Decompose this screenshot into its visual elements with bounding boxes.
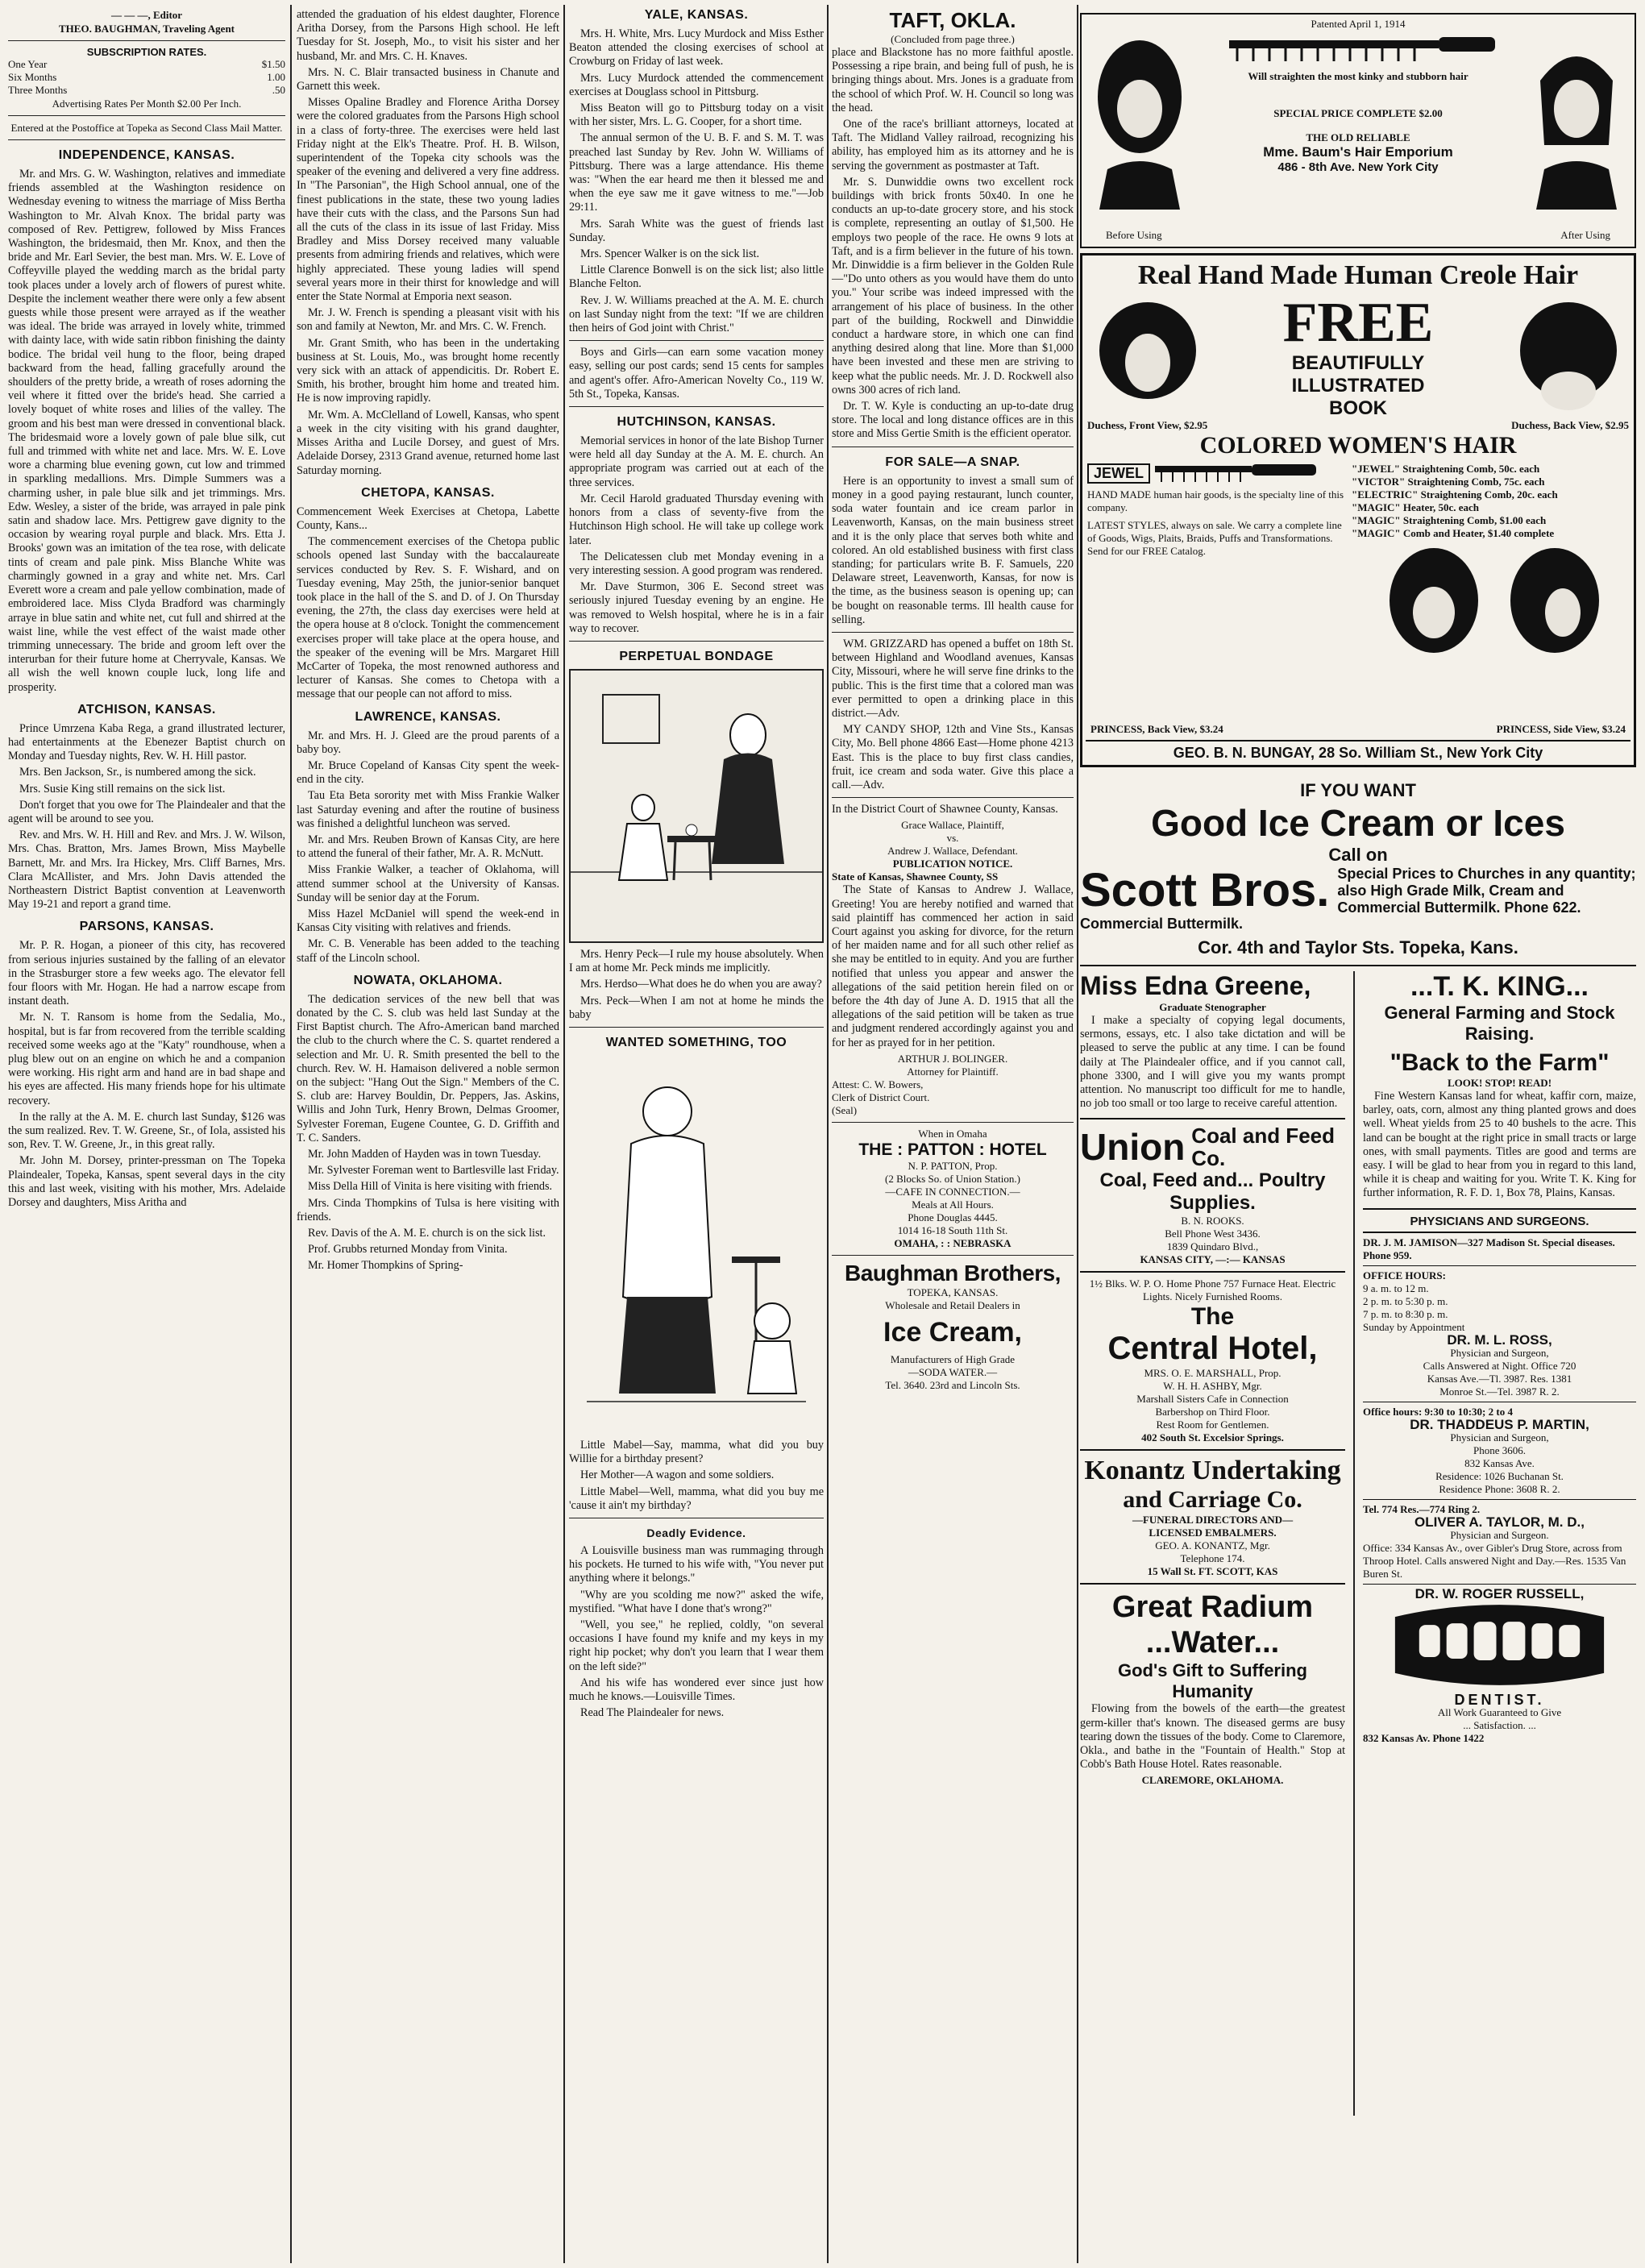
atchison-item: Don't forget that you owe for The Plaindealer and that the agent will be around to see you. <box>8 798 285 825</box>
parsons-item: Mr. N. T. Ransom is home from the Sedalia, Mo., hospital, but is far from recovered from the terrible scalding received some weeks ago at the "Katy" roundhouse, when a plug blew out on an engine on which he and a companion were working. His right arm and hand are in bad shape and his eyes are affected. His many friends hope for his ultimate recovery. <box>8 1011 285 1107</box>
taft-item: Dr. T. W. Kyle is conducting an up-to-date drug store. The local and long distance offices are in this store and Miss Gertie Smith is the efficient operator. <box>832 400 1074 441</box>
greene-name: Miss Edna Greene, <box>1080 971 1311 1000</box>
hutchinson-item: Mr. Dave Sturmon, 306 E. Second street was seriously injured Tuesday evening by an engine. He was removed to Welsh hospital, where he is in a fair way to recover. <box>569 580 824 635</box>
column-5-ads <box>1080 8 1636 2260</box>
king-name: ...T. K. KING... <box>1410 971 1589 1002</box>
woman-before-illustration <box>1091 32 1188 210</box>
baum-line: THE OLD RELIABLE <box>1306 131 1410 143</box>
agent-line: THEO. BAUGHMAN, Traveling Agent <box>59 23 235 35</box>
duchess-front-illustration <box>1087 294 1208 415</box>
patton-line: —CAFE IN CONNECTION.— <box>885 1185 1020 1198</box>
creole-hair-ad <box>1080 253 1636 767</box>
konantz-line: LICENSED EMBALMERS. <box>1149 1527 1277 1539</box>
baughman-ice-cream: Ice Cream, <box>883 1316 1022 1348</box>
union-sub: Coal, Feed and... Poultry Supplies. <box>1099 1169 1326 1215</box>
lawrence-item: Miss Hazel McDaniel will spend the week-end in Kansas City visiting with relatives and friends. <box>297 907 559 935</box>
yale-heading: YALE, KANSAS. <box>644 8 749 22</box>
parsons-heading: PARSONS, KANSAS. <box>79 920 214 934</box>
yale-item: Miss Beaton will go to Pittsburg today on a visit with her sister, Mrs. L. G. Cooper, for a short time. <box>569 102 824 129</box>
konantz-ad <box>1080 1451 1345 1585</box>
court-party: Grace Wallace, Plaintiff, <box>901 819 1004 832</box>
perpetual-bondage-heading: PERPETUAL BONDAGE <box>619 649 774 663</box>
central-line: W. H. H. ASHBY, Mgr. <box>1163 1380 1262 1393</box>
office-hours: Sunday by Appointment <box>1363 1320 1465 1333</box>
wanted-caption: Little Mabel—Well, mamma, what did you buy me 'cause it ain't my birthday? <box>569 1485 824 1512</box>
nowata-item: Miss Della Hill of Vinita is here visiting with friends. <box>308 1180 553 1194</box>
duchess-back-label: Duchess, Back View, $2.95 <box>1511 419 1629 431</box>
lower-ads <box>1080 971 1636 2116</box>
yale-item: Little Clarence Bonwell is on the sick list; also little Blanche Felton. <box>569 264 824 291</box>
wanted-illustration <box>569 1055 824 1434</box>
rate-row: Six Months 1.00 <box>8 71 285 83</box>
taft-subheading: (Concluded from page three.) <box>891 33 1015 45</box>
creole-colored: COLORED WOMEN'S HAIR <box>1199 432 1517 459</box>
atchison-heading: ATCHISON, KANSAS. <box>77 702 216 717</box>
teeth-illustration <box>1363 1601 1636 1689</box>
creole-hand-made: HAND MADE human hair goods, is the specialty line of this company. <box>1087 488 1344 513</box>
court-signature: Attorney for Plaintiff. <box>907 1065 999 1078</box>
duchess-back-illustration <box>1508 294 1629 415</box>
bondage-caption: Mrs. Henry Peck—I rule my house absolutely. When I am at home Mr. Peck minds me implicitly. <box>569 947 824 975</box>
office-hours: 7 p. m. to 8:30 p. m. <box>1363 1307 1448 1320</box>
creole-right <box>1508 294 1629 432</box>
konantz-line: Telephone 174. <box>1180 1552 1245 1565</box>
central-pre: 1½ Blks. W. P. O. Home Phone 757 Furnace Heat. Electric Lights. Nicely Furnished Rooms. <box>1089 1277 1336 1303</box>
court-signature: Attest: C. W. Bowers, <box>832 1078 924 1090</box>
creole-middle <box>1087 463 1629 665</box>
baum-address: 486 - 8th Ave. New York City <box>1277 160 1439 174</box>
russell-line: ... Satisfaction. ... <box>1463 1718 1536 1731</box>
princess-label: PRINCESS, Side View, $3.24 <box>1496 723 1626 735</box>
jewel-comb <box>1087 463 1345 484</box>
union-line: Bell Phone West 3436. <box>1165 1227 1261 1240</box>
rates-table <box>8 58 285 97</box>
office-hours: 9 a. m. to 12 m. <box>1363 1281 1429 1294</box>
scott-row <box>1080 866 1636 933</box>
entered-notice: Entered at the Postoffice at Topeka as Second Class Mail Matter. <box>10 122 283 134</box>
scott-special: Special Prices to Churches in any quantity; also High Grade Milk, Cream and Commercial Buttermilk. Phone 622. <box>1337 866 1636 916</box>
konantz-line: GEO. A. KONANTZ, Mgr. <box>1155 1539 1270 1552</box>
jewel-label: JEWEL <box>1087 463 1150 484</box>
central-line: Barbershop on Third Floor. <box>1155 1406 1270 1419</box>
creole-sub: ILLUSTRATED <box>1291 375 1425 397</box>
bondage-caption: Mrs. Herdso—What does he do when you are away? <box>580 978 822 991</box>
nowata-item: Mrs. Cinda Thompkins of Tulsa is here visiting with friends. <box>297 1196 559 1223</box>
grizzard-ad: WM. GRIZZARD has opened a buffet on 18th St. between Highland and Woodland avenues, Kansas City, Missouri, where he will serve fine drinks to the public. This is the first time that a colored man was ever permitted to open a drinking place in this district.—Adv. <box>832 637 1074 720</box>
russell-line: 832 Kansas Av. Phone 1422 <box>1363 1731 1485 1744</box>
central-line: MRS. O. E. MARSHALL, Prop. <box>1144 1367 1282 1380</box>
ross-listing <box>1363 1266 1636 1402</box>
yale-item: Rev. J. W. Williams preached at the A. M. E. church on last Sunday night from the text: "If we are children then heirs of God joint with Christ." <box>569 293 824 335</box>
scott-good-ice-cream: Good Ice Cream or Ices <box>1151 802 1565 844</box>
martin-line: Residence Phone: 3608 R. 2. <box>1439 1482 1560 1495</box>
atchison-item: Mrs. Ben Jackson, Sr., is numbered among the sick. <box>19 766 256 779</box>
atchison-item: Rev. and Mrs. W. H. Hill and Rev. and Mrs. J. W. Wilson, Mrs. Chas. Bratton, Mrs. James Brown, Miss Maybelle Barnett, Mr. and Mrs. Ira Hickey, Mrs. Cliff Barnes, Mrs. Clara McAllister, and Mrs. John Davis attended the Northeastern District Baptist convention at Leavenworth May 19-21 and report a grand time. <box>8 829 285 912</box>
creole-price: "VICTOR" Straightening Comb, 75c. each <box>1352 476 1545 488</box>
nowata-item: Mr. Homer Thompkins of Spring- <box>308 1259 463 1273</box>
baughman-footer: Tel. 3640. 23rd and Lincoln Sts. <box>885 1378 1020 1391</box>
deadly-item: A Louisville business man was rummaging through his pockets. He turned to his wife with, "You never put anything where it belongs." <box>569 1543 824 1585</box>
before-label: Before Using <box>1106 229 1162 241</box>
creole-combs <box>1087 463 1345 665</box>
column-rule <box>1077 5 1078 2263</box>
creole-center <box>1208 294 1508 420</box>
scott-name: Scott Bros. <box>1080 864 1330 916</box>
konantz-name: Konantz Undertaking <box>1084 1456 1341 1486</box>
union-name: Union <box>1080 1126 1186 1169</box>
central-line: 402 South St. Excelsior Springs. <box>1141 1431 1284 1444</box>
scott-call-on: Call on <box>1328 845 1388 865</box>
deadly-evidence-heading: Deadly Evidence. <box>646 1526 746 1539</box>
lawrence-item: Mr. Bruce Copeland of Kansas City spent the week-end in the city. <box>297 758 559 787</box>
creole-prices <box>1352 463 1629 665</box>
creole-top-row <box>1087 294 1629 432</box>
martin-line: Residence: 1026 Buchanan St. <box>1435 1469 1564 1482</box>
rate-row: Three Months .50 <box>8 84 285 96</box>
nowata-item: Mr. John Madden of Hayden was in town Tuesday. <box>308 1148 542 1161</box>
continued-item: Misses Opaline Bradley and Florence Aritha Dorsey were the colored graduates from the Parsons High school in a class of forty-three. The exercises were held last Friday night at the Elk's Theatre. Prof. H. B. Wilson, superintendent of the Topeka city schools was the speaker of the evening and delivered a very fine address. In "The Parsonian", the High School annual, one of the finest publications in the state, these two young ladies have their cuts with the class, and the Parsons Sun had all the cuts of the class in its issue of last Friday. Miss Bradley and Miss Dorsey received many valuable presents from admiring friends and relatives, which were highly appreciated. These young ladies will spend several years more in their thirst for knowledge and will enter the State Normal at Emporia next season. <box>297 96 559 304</box>
continued-item: Mrs. N. C. Blair transacted business in Chanute and Garnett this week. <box>297 65 559 93</box>
hutchinson-heading: HUTCHINSON, KANSAS. <box>617 415 776 430</box>
straightening-comb-icon <box>1155 463 1316 484</box>
martin-line: 832 Kansas Ave. <box>1464 1456 1535 1469</box>
radium-sub: God's Gift to Suffering Humanity <box>1118 1660 1307 1702</box>
taft-item: One of the race's brilliant attorneys, located at Taft. The Midland Valley railroad, recognizing his ability, has employed him as its attorney and he is serving the government as postmaster at Taft. <box>832 118 1074 172</box>
princess-illustration <box>1352 540 1629 661</box>
greene-ad <box>1080 971 1345 1119</box>
creole-latest: LATEST STYLES, always on sale. We carry a complete line of Goods, Wigs, Plaits, Braids, Puffs and Transformations. Send for our FREE Catalog. <box>1087 519 1342 557</box>
martin-line: Phone 3606. <box>1473 1443 1526 1456</box>
patton-line: (2 Blocks So. of Union Station.) <box>885 1172 1020 1185</box>
wanted-caption: Little Mabel—Say, mamma, what did you buy Willie for a birthday present? <box>569 1438 824 1466</box>
chetopa-heading: CHETOPA, KANSAS. <box>361 485 495 500</box>
creole-price: "MAGIC" Straightening Comb, $1.00 each <box>1352 514 1547 526</box>
princess-labels <box>1090 723 1626 736</box>
martin-hours: Office hours: 9:30 to 10:30; 2 to 4 <box>1363 1405 1513 1418</box>
lawrence-item: Mr. C. B. Venerable has been added to the teaching staff of the Lincoln school. <box>297 937 559 965</box>
deadly-item: "Why are you scolding me now?" asked the wife, mystified. "What have I done that's wrong?" <box>569 1588 824 1615</box>
nowata-item: Mr. Sylvester Foreman went to Bartlesville last Friday. <box>308 1164 559 1178</box>
union-row <box>1080 1124 1345 1169</box>
baughman-line: Wholesale and Retail Dealers in <box>885 1298 1020 1311</box>
scott-commercial: Commercial Buttermilk. <box>1080 916 1244 932</box>
independence-item: Mr. and Mrs. G. W. Washington, relatives and immediate friends assembled at the Washington residence on Wednesday evening to witness the marriage of Miss Bertha Washington to Mr. Alvah Knox. The bridal party was composed of Rev. Pettigrew, followed by Miss Frances Washington, the bridesmaid, then Mr. Knox, and then the bride and Mr. Earl Sevier, the best man. Mrs. W. E. Love of Coffeyville played the wedding march as the bridal party took places under a lovely arch of flowers of purest white. Despite the inclement weather there were only a few absent guests while those present were arrayed as if the weather was ideal. The bride was arrayed in lovely white, trimmed with dainty lace, with wide satin ribbon finishing the dainty bodice. The bridal veil hung to the floor, being draped backward from the head, falling gracefully around the shoulders of the pretty bride, a wreath of roses adorning the veil where it fitted over the bride's head. She carried a lovely boquet of white roses and lilies of the valley. The groom and his best man were dressed in conventional black. The bridesmaid wore a lovely gown of pale blue silk, cut full and trimmed with white net and lace. Mrs. W. E. Love wore a charming blue evening gown, cut low and trimmed in sparkling medallions. Mrs. Dimple Summers was a charming usher, in pale blue silk and jet trimmings. Mrs. Edw. Wesley, a sister of the bride, was arrayed in pale pink satin and shadow lace. Mrs. Pettigrew gave dignity to the occasion by wearing royal purple and black. Mrs. Etta J. Brooks' gown was an imitation of the tea rose, with delicate tints of cream and pale pink. Miss Blanche White was charmingly gowned in a gray and white net. Mrs. Carl Everett wore a cream and pale yellow combination, made of embroidered lace. Miss Clyda Bradford was charmingly arraye in blue satin and white net, cut full and shirred at the waist line, while the vest effect of the waist made other trimming unnecessary. The bride and groom left over the interurban for their future home at Cherryvale, Kansas. We all wish the well known couple luck, long life and prosperity. <box>8 168 285 694</box>
yale-item: Mrs. Spencer Walker is on the sick list. <box>580 247 760 261</box>
column-3 <box>569 8 824 2260</box>
bondage-illustration <box>571 671 822 941</box>
after-label: After Using <box>1560 229 1610 241</box>
nowata-heading: NOWATA, OKLAHOMA. <box>353 973 503 987</box>
radium-water-ad <box>1080 1585 1345 1792</box>
column-rule <box>290 5 292 2263</box>
lawrence-item: Miss Frankie Walker, a teacher of Oklahoma, will attend summer school at the University of Kansas. Sunday will be senior day at the Forum. <box>297 863 559 904</box>
lawrence-heading: LAWRENCE, KANSAS. <box>355 709 501 724</box>
baughman-name: Baughman Brothers, <box>845 1260 1061 1286</box>
parsons-item: In the rally at the A. M. E. church last Sunday, $126 was the sum realized. Rev. T. W. Greene, Sr., of Iola, assisted his son, Rev. T. W. Greene, Jr., in this great rally. <box>8 1110 285 1152</box>
central-hotel-ad <box>1080 1273 1345 1451</box>
nowata-item: Prof. Grubbs returned Monday from Vinita. <box>308 1243 508 1257</box>
lawrence-item: Tau Eta Beta sorority met with Miss Frankie Walker last Saturday evening and after the routine of business was finished a delightful luncheon was served. <box>297 789 559 830</box>
boys-girls-ad: Boys and Girls—can earn some vacation money easy, selling our post cards; send 15 cents for samples and agent's offer. Afro-American Novelty Co., 119 W. 5th St., Topeka, Kansas. <box>569 346 824 401</box>
baum-line: Will straighten the most kinky and stubborn hair <box>1248 70 1468 82</box>
baum-name: Mme. Baum's Hair Emporium <box>1263 144 1453 160</box>
bondage-cartoon <box>569 669 824 943</box>
king-ad <box>1363 971 1636 1210</box>
king-sub: General Farming and Stock Raising. <box>1384 1003 1615 1044</box>
chetopa-subheading: Commencement Week Exercises at Chetopa, Labette County, Kans... <box>297 505 559 532</box>
court-signature: Clerk of District Court. <box>832 1090 930 1103</box>
column-1 <box>8 8 285 2260</box>
lawrence-item: Mr. and Mrs. Reuben Brown of Kansas City, are here to attend the funeral of their father, Mr. A. R. McNutt. <box>297 833 559 861</box>
yale-item: Mrs. Lucy Murdock attended the commencement exercises at Douglass school in Pittsburg. <box>569 71 824 98</box>
parsons-item: Mr. P. R. Hogan, a pioneer of this city, has recovered from serious injuries sustained by the falling of an elevator in the Strasburger store a few weeks ago. The elevator fell four floors with Mr. Hogan. He had a narrow escape from instant death. <box>8 939 285 1008</box>
central-line: Rest Room for Gentlemen. <box>1156 1419 1269 1431</box>
yale-item: The annual sermon of the U. B. F. and S. M. T. was preached last Sunday by Rev. John W. Williams of Pittsburg. There was a large attendance. His theme was: "When the ear heard me then it blessed me and when the eye saw me it gave witness to me."—Job 29:11. <box>569 131 824 214</box>
creole-free: FREE <box>1282 292 1434 354</box>
atchison-item: Prince Umrzena Kaba Rega, a grand illustrated lecturer, had entertainments at the Ebenezer Baptist church on Monday and Tuesday nights, Rev. W. H. Hill pastor. <box>8 721 285 763</box>
patton-line: OMAHA, : : NEBRASKA <box>894 1236 1012 1249</box>
king-look: LOOK! STOP! READ! <box>1447 1077 1552 1089</box>
baum-line: SPECIAL PRICE COMPLETE $2.00 <box>1273 107 1443 119</box>
physicians-directory <box>1363 1210 1636 1753</box>
hutchinson-item: Mr. Cecil Harold graduated Thursday evening with honors from a class of seventy-five from the Hutchinson High school. He will take up college work later. <box>569 492 824 547</box>
baughman-footer: —SODA WATER.— <box>908 1365 998 1378</box>
continued-item: attended the graduation of his eldest daughter, Florence Aritha Dorsey, from the Parsons High school. He left Tuesday for St. Joseph, Mo., to visit his sister and her husband, Mr. and Mrs. C. H. Knaves. <box>297 8 559 63</box>
court-signature: (Seal) <box>832 1103 858 1116</box>
continued-item: Mr. J. W. French is spending a pleasant visit with his son and family at Newton, Mr. and Mrs. C. W. French. <box>297 306 559 334</box>
creole-heading: Real Hand Made Human Creole Hair <box>1137 260 1579 290</box>
scott-bros-ad <box>1080 780 1636 966</box>
konantz-line: 15 Wall St. FT. SCOTT, KAS <box>1147 1565 1278 1578</box>
wanted-cartoon <box>569 1055 824 1434</box>
ross-name: DR. M. L. ROSS, <box>1447 1331 1552 1348</box>
for-sale-heading: FOR SALE—A SNAP. <box>885 455 1020 469</box>
patton-hotel-name: THE : PATTON : HOTEL <box>858 1140 1047 1159</box>
hutchinson-item: Memorial services in honor of the late Bishop Turner were held all day Sunday at the A. M. E. church. An appropriate program was carried out at each of the three services. <box>569 434 824 489</box>
union-right: Coal and Feed Co. <box>1191 1124 1335 1171</box>
scott-address: Cor. 4th and Taylor Sts. Topeka, Kans. <box>1198 937 1518 957</box>
patton-pre: When in Omaha <box>918 1127 987 1140</box>
column-2 <box>297 8 559 2260</box>
yale-item: Mrs. Sarah White was the guest of friends last Sunday. <box>569 217 824 244</box>
hutchinson-item: The Delicatessen club met Monday evening in a very interesting session. A good program was rendered. <box>569 550 824 577</box>
scott-if-you-want: IF YOU WANT <box>1300 780 1416 800</box>
scott-left <box>1080 866 1329 933</box>
creole-sub: BEAUTIFULLY <box>1291 352 1425 374</box>
nowata-item: Rev. Davis of the A. M. E. church is on the sick list. <box>308 1227 546 1240</box>
princess-label: PRINCESS, Back View, $3.24 <box>1090 723 1223 735</box>
lower-ads-left <box>1080 971 1345 2116</box>
patton-line: 1014 16-18 South 11th St. <box>897 1223 1008 1236</box>
rates-title: SUBSCRIPTION RATES. <box>86 46 207 58</box>
nowata-item: The dedication services of the new bell that was donated by the C. S. club was held last Sunday at the First Baptist church. The Afro-American band marched the club to the church where the C. S. quartet rendered a selection and Mr. U. R. Smith presented the bell to the church. Rev. W. H. Hamaison delivered a noble sermon on the subject: "Hang Out the Sign." Members of the C. S. club are: Harvey Bouldin, Dr. Peppers, Jas. Askins, Willis and John Turk, Henry Brown, Delmas Groomer, Sylvester Foreman, Eugene Countee, G. D. Griffith and T. C. Sanders. <box>297 992 559 1144</box>
deadly-item: Read The Plaindealer for news. <box>580 1706 725 1720</box>
union-line: B. N. ROOKS. <box>1181 1215 1244 1227</box>
column-rule <box>563 5 565 2263</box>
greene-text: I make a specialty of copying legal documents, sermons, essays, etc. I also take dictation and will be pleased to serve the public at any time. I can be found daily at The Plaindealer office, and if you cannot call, phone 3300, and I will give you my wants prompt attention. No manuscript too difficult for me to handle, no job too small or too large to receive careful attention. <box>1080 1014 1346 1111</box>
editor-line: — — —, Editor <box>110 9 183 21</box>
creole-address: GEO. B. N. BUNGAY, 28 So. William St., New York City <box>1086 740 1630 762</box>
patton-line: Phone Douglas 4445. <box>908 1211 998 1223</box>
radium-text: Flowing from the bowels of the earth—the greatest germ-killer that's known. The diseased germs are busy tearing down the tissues of the body. Come to Claremore, Okla., and bathe in the "Fountain of Health." Stop at Cobb's Bath House Hotel. Rates reasonable. <box>1080 1702 1346 1772</box>
ad-divider <box>1353 971 1355 2116</box>
creole-price: "MAGIC" Comb and Heater, $1.40 complete <box>1352 527 1555 539</box>
martin-name: DR. THADDEUS P. MARTIN, <box>1410 1416 1589 1432</box>
russell-name: DR. W. ROGER RUSSELL, <box>1414 1585 1585 1601</box>
king-back-to-farm: "Back to the Farm" <box>1390 1049 1610 1076</box>
baum-hair-ad <box>1080 13 1636 248</box>
duchess-front-label: Duchess, Front View, $2.95 <box>1087 419 1208 431</box>
baum-center <box>1203 34 1514 174</box>
court-heading: In the District Court of Shawnee County, Kansas. <box>832 803 1058 816</box>
taylor-listing <box>1363 1500 1636 1585</box>
continued-item: Mr. Grant Smith, who has been in the undertaking business at St. Louis, Mo., was brought home recently very sick with an attack of appendicitis. Dr. Robert E. Smith, his brother, brought him home and treated him. He is now improving rapidly. <box>297 336 559 405</box>
patton-line: N. P. PATTON, Prop. <box>908 1159 998 1172</box>
baughman-footer: Manufacturers of High Grade <box>890 1352 1016 1365</box>
physicians-heading: PHYSICIANS AND SURGEONS. <box>1363 1215 1636 1233</box>
court-signature: ARTHUR J. BOLINGER. <box>897 1052 1008 1065</box>
creole-price: "ELECTRIC" Straightening Comb, 20c. each <box>1352 488 1558 501</box>
patton-line: Meals at All Hours. <box>912 1198 994 1211</box>
wanted-caption: Her Mother—A wagon and some soldiers. <box>580 1468 775 1482</box>
deadly-item: And his wife has wondered ever since just how much he knows.—Louisville Times. <box>569 1676 824 1703</box>
adv-rates: Advertising Rates Per Month $2.00 Per Inch. <box>52 98 242 110</box>
jamison-listing: DR. J. M. JAMISON—327 Madison St. Special diseases. Phone 959. <box>1363 1233 1636 1266</box>
column-rule <box>827 5 829 2263</box>
for-sale-text: Here is an opportunity to invest a small sum of money in a good paying restaurant, lunch counter, soda water fountain and ice cream parlor in Leavenworth, Kansas, on the main business street and it is the only place that serves both white and colored. An old established business with first class standing; for particulars write B. F. Samuels, 220 Delaware street, Leavenworth, Kansas, for now is the time, as the business season is opening up; can be bought on reasonable terms. Ill health cause for selling. <box>832 474 1074 626</box>
bondage-caption: Mrs. Peck—When I am not at home he minds the baby <box>569 994 824 1021</box>
creole-left <box>1087 294 1208 432</box>
konantz-line: —FUNERAL DIRECTORS AND— <box>1132 1514 1294 1527</box>
martin-listing <box>1363 1402 1636 1500</box>
ross-line: Monroe St.—Tel. 3987 R. 2. <box>1439 1385 1560 1398</box>
russell-listing <box>1363 1585 1636 1748</box>
continued-item: Mr. Wm. A. McClelland of Lowell, Kansas, who spent a week in the city visiting with his grand daughter, Misses Aritha and Lucile Dorsey, and guest of Mrs. Adelaide Dorsey, 2313 Grand avenue, returned home last Saturday morning. <box>297 408 559 477</box>
independence-heading: INDEPENDENCE, KANSAS. <box>58 148 235 162</box>
yale-item: Mrs. H. White, Mrs. Lucy Murdock and Miss Esther Beaton attended the closing exercises of school at Crowburg on Friday of last week. <box>569 27 824 69</box>
konantz-sub: and Carriage Co. <box>1123 1486 1302 1514</box>
taylor-name: OLIVER A. TAYLOR, M. D., <box>1414 1514 1585 1530</box>
ross-line: Physician and Surgeon, <box>1450 1346 1549 1359</box>
central-name: Central Hotel, <box>1107 1331 1318 1367</box>
baum-patent: Patented April 1, 1914 <box>1311 18 1406 30</box>
taylor-line: Office: 334 Kansas Av., over Gibler's Drug Store, across from Throop Hotel. Calls answered Night and Day.—Res. 1535 Van Buren St. <box>1363 1541 1626 1580</box>
column-4 <box>832 8 1074 2260</box>
central-the: The <box>1190 1303 1235 1331</box>
russell-line: All Work Guaranteed to Give <box>1437 1705 1562 1718</box>
martin-line: Physician and Surgeon, <box>1450 1431 1549 1443</box>
deadly-item: "Well, you see," he replied, coldly, "on several occasions I have found my knife and my keys in my right hip pocket; why don't you learn that I wear them on the left side?" <box>569 1618 824 1673</box>
union-coal-ad <box>1080 1119 1345 1273</box>
court-party: Andrew J. Wallace, Defendant. <box>887 845 1018 858</box>
union-line: KANSAS CITY, —:— KANSAS <box>1140 1253 1286 1266</box>
court-text: The State of Kansas to Andrew J. Wallace, Greeting! You are hereby notified and warned that said plaintiff has commenced her action in said Court against you asking for divorce, for the return of her maiden name and for all such other relief as she may be entitled to in equity. And you are further notified that unless you appear and answer the allegations of the said petition herein filed on or before the 4th day of June A. D. 1915 that all the allegations of the said petition will be taken as true and judgment rendered accordingly against you and for her as prayed for in her petition. <box>832 883 1074 1049</box>
taylor-tel: Tel. 774 Res.—774 Ring 2. <box>1363 1502 1481 1515</box>
ross-line: Kansas Ave.—Tl. 3987. Res. 1381 <box>1427 1372 1572 1385</box>
taft-item: Mr. S. Dunwiddie owns two excellent rock buildings with brick fronts 50x40. In one he conducts an up-to-date grocery store, and his stock is complete, representing an outlay of $1,500. He employs two people of the race. He owns 9 lots at Taft, and is a firm believer in the future of his town. Mr. Dinwiddie is a firm believer in the Golden Rule—"Do unto others as you would have them do unto you." Your scribe was indeed impressed with the arrangement of his place of business. In the other part of the building, Rockwell and Dinwiddie conduct a hardware store, in which one can find anything desired along that line. More than $1,000 have been invested and these men are striving to keep what the public needs. Mr. J. D. Rockwell also owns 300 acres of rich land. <box>832 175 1074 397</box>
russell-dentist: DENTIST. <box>1454 1691 1545 1708</box>
creole-price: "MAGIC" Heater, 50c. each <box>1352 501 1479 513</box>
masthead <box>8 8 285 140</box>
court-state: State of Kansas, Shawnee County, SS <box>832 870 999 883</box>
radium-name: Great Radium ...Water... <box>1111 1590 1314 1660</box>
court-party: vs. <box>946 832 959 845</box>
comb-icon <box>1203 34 1514 66</box>
ross-line: Calls Answered at Night. Office 720 <box>1423 1359 1576 1372</box>
king-text: Fine Western Kansas land for wheat, kaffir corn, maize, barley, oats, corn, almost any thing planted grows and does well. Wheat yields from 25 to 40 bushels to the acre. This land can be bought at the right price in small tracts or large ones, with small payments. Titles are good and terms are easy. I will be glad to hear from you in regard to this land, while it is cheap and waiting for you. Write T. K. King for further information, R. F. D. 1, Box 78, Plains, Kansas. <box>1363 1090 1636 1200</box>
woman-after-illustration <box>1528 32 1625 210</box>
office-hours: 2 p. m. to 5:30 p. m. <box>1363 1294 1448 1307</box>
creole-sub: BOOK <box>1329 397 1387 419</box>
baughman-line: TOPEKA, KANSAS. <box>907 1286 999 1298</box>
chetopa-item: The commencement exercises of the Chetopa public schools opened last Sunday with the baccalaureate services conducted by Rev. S. F. Wishard, and on Tuesday evening, May 25th, the junior-senior banquet took place in the hall of the S. and D. of J. On Thursday evening, the 27th, the class day exercises were held at the opera house at 8 o'clock. Tonight the commencement exercises proper will take place at the opera house, and the speaker of the evening will be Mrs. Margaret Hill McCarter of Topeka, the most renowned authoress and lecturer of Kansas. She comes to Chetopa with a message that our people can not afford to miss. <box>297 535 559 701</box>
lower-ads-right <box>1363 971 1636 2116</box>
taft-heading: TAFT, OKLA. <box>889 8 1016 32</box>
atchison-item: Mrs. Susie King still remains on the sick list. <box>19 782 226 795</box>
parsons-item: Mr. John M. Dorsey, printer-pressman on The Topeka Plaindealer, Topeka, Kansas, spent several days in the city this and last week, visiting with his mother, Mrs. Adelaide Dorsey and daughters, Miss Aritha and <box>8 1154 285 1210</box>
rate-row: One Year $1.50 <box>8 58 285 70</box>
central-line: Marshall Sisters Cafe in Connection <box>1136 1393 1289 1406</box>
union-line: 1839 Quindaro Blvd., <box>1166 1240 1259 1253</box>
creole-price: "JEWEL" Straightening Comb, 50c. each <box>1352 463 1540 475</box>
taylor-line: Physician and Surgeon. <box>1450 1528 1549 1541</box>
wanted-heading: WANTED SOMETHING, TOO <box>605 1035 787 1049</box>
radium-city: CLAREMORE, OKLAHOMA. <box>1141 1774 1284 1787</box>
lawrence-item: Mr. and Mrs. H. J. Gleed are the proud parents of a baby boy. <box>297 729 559 756</box>
taft-item: place and Blackstone has no more faithful apostle. Possessing a ripe brain, and being full of push, he is bringing things about. Mrs. Jones is a graduate from the school of which Prof. W. H. Council so long was the head. <box>832 46 1074 114</box>
office-hours: OFFICE HOURS: <box>1363 1269 1446 1281</box>
publication-notice-title: PUBLICATION NOTICE. <box>892 858 1013 870</box>
greene-title: Graduate Stenographer <box>1159 1001 1266 1013</box>
candy-shop-ad: MY CANDY SHOP, 12th and Vine Sts., Kansas City, Mo. Bell phone 4866 East—Home phone 4213 East. This is the place to buy first class candies, fruit, ice cream and soda water. Give this place a call.—Adv. <box>832 723 1074 791</box>
